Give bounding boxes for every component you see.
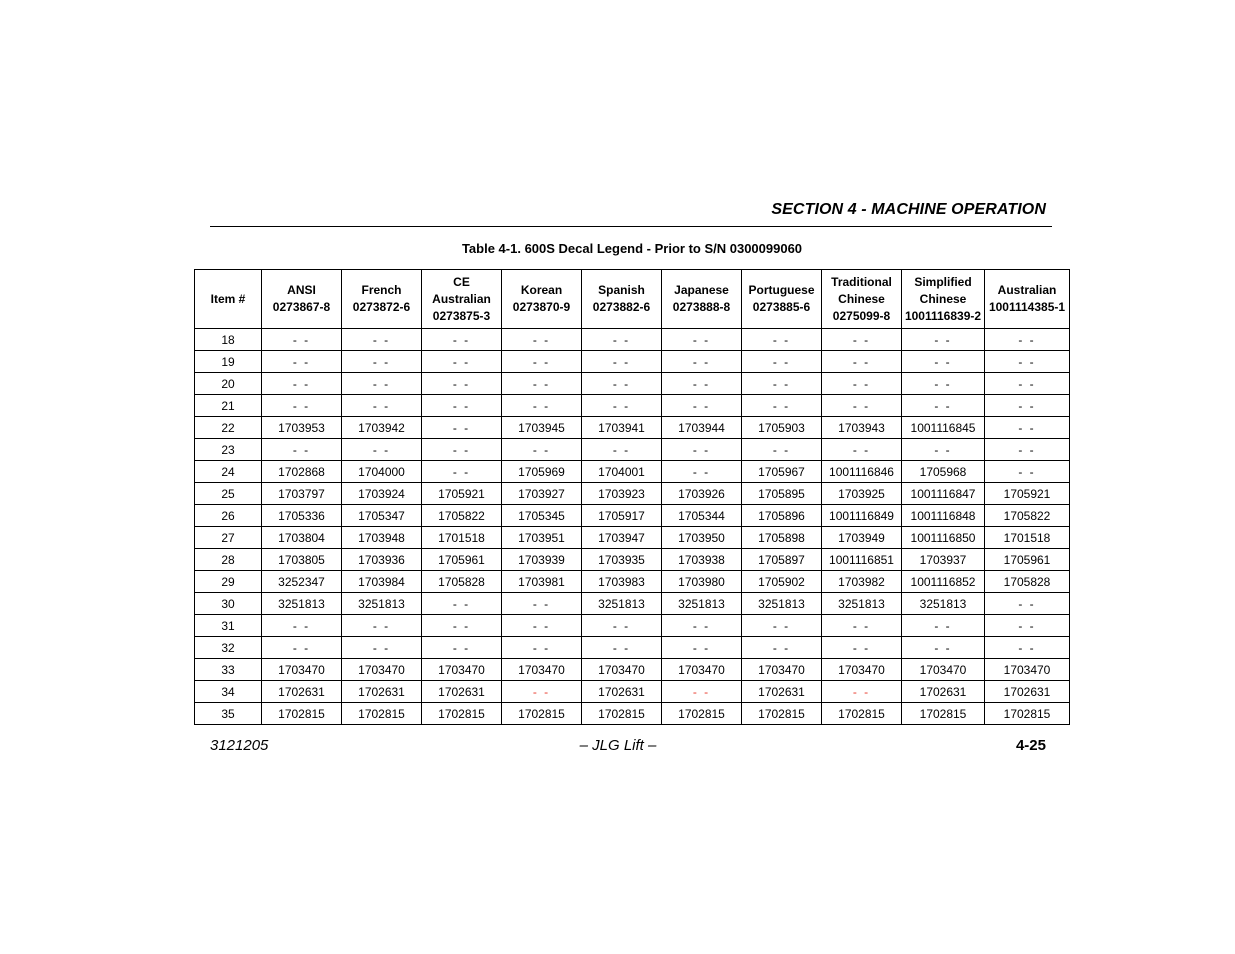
table-cell: 1702631 xyxy=(742,681,822,703)
table-cell: 1703982 xyxy=(822,571,902,593)
column-header-line: Item # xyxy=(210,291,246,306)
table-cell: 1702631 xyxy=(262,681,342,703)
table-cell: - - xyxy=(902,439,985,461)
column-header-line: 0273867-8 xyxy=(272,300,331,314)
table-cell: 3252347 xyxy=(262,571,342,593)
table-cell: - - xyxy=(662,615,742,637)
item-number-cell: 30 xyxy=(195,593,262,615)
table-cell: 1703470 xyxy=(502,659,582,681)
table-row xyxy=(195,373,1070,395)
column-header-line: 0273875-3 xyxy=(432,308,491,323)
table-cell: 1701518 xyxy=(985,527,1070,549)
item-number-cell: 22 xyxy=(195,417,262,439)
table-cell: 1001116849 xyxy=(822,505,902,527)
column-header xyxy=(822,270,902,329)
table-cell: 3251813 xyxy=(582,593,662,615)
table-row xyxy=(195,439,1070,461)
table-cell: - - xyxy=(342,351,422,373)
table-cell: - - xyxy=(822,615,902,637)
table-cell: - - xyxy=(262,373,342,395)
column-header-line: 0273882-6 xyxy=(592,300,651,314)
table-cell: 1702815 xyxy=(422,703,502,725)
table-cell: 1705344 xyxy=(662,505,742,527)
table-row xyxy=(195,461,1070,483)
column-header xyxy=(342,270,422,329)
table-cell: - - xyxy=(662,461,742,483)
table-cell: 1703470 xyxy=(262,659,342,681)
item-number-cell: 34 xyxy=(195,681,262,703)
column-header-line: ANSI xyxy=(287,283,316,297)
table-cell: - - xyxy=(502,615,582,637)
table-cell: 1703805 xyxy=(262,549,342,571)
section-title: SECTION 4 - MACHINE OPERATION xyxy=(771,201,1046,218)
table-cell: 1703470 xyxy=(822,659,902,681)
document-number: 3121205 xyxy=(210,737,269,754)
column-header-line: Japanese xyxy=(674,283,729,297)
table-cell: 1704000 xyxy=(342,461,422,483)
table-cell: - - xyxy=(422,329,502,351)
table-cell: 1703944 xyxy=(662,417,742,439)
table-cell: 1705917 xyxy=(582,505,662,527)
table-cell: - - xyxy=(822,351,902,373)
table-cell: - - xyxy=(662,395,742,417)
table-cell: - - xyxy=(662,681,742,703)
column-header-line: 0273885-6 xyxy=(752,300,811,314)
table-cell: 1001116845 xyxy=(902,417,985,439)
column-header-line: CE xyxy=(453,274,470,289)
table-cell: - - xyxy=(662,373,742,395)
table-cell: - - xyxy=(902,395,985,417)
table-cell: 1703951 xyxy=(502,527,582,549)
table-cell: 1703941 xyxy=(582,417,662,439)
table-row xyxy=(195,505,1070,527)
table-cell: 3251813 xyxy=(262,593,342,615)
table-cell: 1702815 xyxy=(342,703,422,725)
table-cell: 1705903 xyxy=(742,417,822,439)
table-row xyxy=(195,351,1070,373)
item-number-cell: 29 xyxy=(195,571,262,593)
table-cell: - - xyxy=(582,395,662,417)
column-header xyxy=(502,270,582,329)
table-cell: 1705895 xyxy=(742,483,822,505)
table-cell: 1702815 xyxy=(902,703,985,725)
item-number-cell: 32 xyxy=(195,637,262,659)
table-cell: - - xyxy=(422,439,502,461)
table-cell: 1702815 xyxy=(662,703,742,725)
table-cell: - - xyxy=(342,395,422,417)
table-cell: 3251813 xyxy=(902,593,985,615)
item-number-cell: 19 xyxy=(195,351,262,373)
table-cell: - - xyxy=(582,329,662,351)
table-cell: - - xyxy=(582,351,662,373)
table-cell: - - xyxy=(342,637,422,659)
table-cell: - - xyxy=(422,615,502,637)
table-cell: 1703947 xyxy=(582,527,662,549)
item-number-cell: 21 xyxy=(195,395,262,417)
table-cell: - - xyxy=(985,329,1070,351)
decal-legend-table xyxy=(194,269,1070,725)
table-cell: - - xyxy=(742,637,822,659)
table-body xyxy=(195,329,1070,725)
table-cell: - - xyxy=(582,373,662,395)
table-cell: - - xyxy=(502,637,582,659)
table-cell: 1703984 xyxy=(342,571,422,593)
table-cell: - - xyxy=(342,373,422,395)
table-cell: 1703925 xyxy=(822,483,902,505)
table-cell: 3251813 xyxy=(822,593,902,615)
table-cell: 1705898 xyxy=(742,527,822,549)
table-cell: - - xyxy=(342,439,422,461)
table-cell: 1705961 xyxy=(985,549,1070,571)
table-header-row xyxy=(195,270,1070,329)
table-row xyxy=(195,329,1070,351)
item-number-cell: 18 xyxy=(195,329,262,351)
table-cell: - - xyxy=(422,373,502,395)
table-cell: 1703981 xyxy=(502,571,582,593)
table-cell: - - xyxy=(502,373,582,395)
table-cell: 1001116847 xyxy=(902,483,985,505)
table-cell: 1703938 xyxy=(662,549,742,571)
column-header-line: Australian xyxy=(997,283,1057,297)
table-cell: - - xyxy=(502,395,582,417)
table-row xyxy=(195,703,1070,725)
table-cell: - - xyxy=(422,395,502,417)
table-cell: 1705822 xyxy=(422,505,502,527)
table-row xyxy=(195,615,1070,637)
table-cell: - - xyxy=(902,637,985,659)
table-cell: 1703936 xyxy=(342,549,422,571)
item-number-cell: 25 xyxy=(195,483,262,505)
table-cell: 1705336 xyxy=(262,505,342,527)
table-cell: 1705968 xyxy=(902,461,985,483)
header-divider xyxy=(210,226,1052,227)
item-number-cell: 23 xyxy=(195,439,262,461)
table-cell: - - xyxy=(422,351,502,373)
table-cell: 1705345 xyxy=(502,505,582,527)
column-header-line: French xyxy=(361,283,402,297)
table-cell: 1001116848 xyxy=(902,505,985,527)
item-number-cell: 24 xyxy=(195,461,262,483)
column-header xyxy=(902,270,985,329)
table-cell: - - xyxy=(985,461,1070,483)
table-cell: - - xyxy=(985,395,1070,417)
table-cell: - - xyxy=(822,373,902,395)
table-cell: 1703942 xyxy=(342,417,422,439)
table-cell: - - xyxy=(502,439,582,461)
table-cell: 1703980 xyxy=(662,571,742,593)
table-cell: 1703470 xyxy=(662,659,742,681)
table-cell: - - xyxy=(422,417,502,439)
column-header xyxy=(662,270,742,329)
table-cell: - - xyxy=(902,351,985,373)
table-cell: 1703937 xyxy=(902,549,985,571)
table-cell: 1703939 xyxy=(502,549,582,571)
table-cell: 1705902 xyxy=(742,571,822,593)
table-cell: 1702631 xyxy=(985,681,1070,703)
table-cell: 1001116850 xyxy=(902,527,985,549)
table-cell: 1703470 xyxy=(582,659,662,681)
table-cell: - - xyxy=(822,439,902,461)
table-cell: 1702631 xyxy=(582,681,662,703)
table-cell: - - xyxy=(822,329,902,351)
table-cell: 1701518 xyxy=(422,527,502,549)
table-cell: - - xyxy=(582,615,662,637)
table-cell: 1001116846 xyxy=(822,461,902,483)
column-header-line: 1001114385-1 xyxy=(988,300,1066,314)
item-number-cell: 20 xyxy=(195,373,262,395)
table-cell: - - xyxy=(262,615,342,637)
table-cell: 1702868 xyxy=(262,461,342,483)
table-cell: - - xyxy=(742,395,822,417)
table-cell: - - xyxy=(262,637,342,659)
table-cell: 1703470 xyxy=(902,659,985,681)
table-cell: 1702815 xyxy=(985,703,1070,725)
table-cell: 1703948 xyxy=(342,527,422,549)
table-cell: 1703470 xyxy=(422,659,502,681)
table-cell: 1703804 xyxy=(262,527,342,549)
table-cell: 1702631 xyxy=(902,681,985,703)
table-cell: 1704001 xyxy=(582,461,662,483)
column-header-line: Chinese xyxy=(919,291,967,306)
table-cell: - - xyxy=(662,329,742,351)
table-cell: 1705961 xyxy=(422,549,502,571)
table-cell: 1703470 xyxy=(742,659,822,681)
table-cell: 1702815 xyxy=(582,703,662,725)
item-number-cell: 27 xyxy=(195,527,262,549)
column-header-line: 1001116839-2 xyxy=(904,308,982,323)
table-row xyxy=(195,571,1070,593)
table-cell: - - xyxy=(342,615,422,637)
column-header-line: 0273870-9 xyxy=(512,300,571,314)
table-cell: 1705828 xyxy=(985,571,1070,593)
table-cell: 1703953 xyxy=(262,417,342,439)
table-cell: 1705897 xyxy=(742,549,822,571)
table-cell: - - xyxy=(502,593,582,615)
table-cell: 3251813 xyxy=(742,593,822,615)
table-caption: Table 4-1. 600S Decal Legend - Prior to S/N 0300099060 xyxy=(461,241,803,256)
table-cell: 1705828 xyxy=(422,571,502,593)
table-cell: 1705921 xyxy=(422,483,502,505)
table-cell: 1703983 xyxy=(582,571,662,593)
table-cell: 1705347 xyxy=(342,505,422,527)
table-cell: - - xyxy=(902,373,985,395)
table-cell: - - xyxy=(262,395,342,417)
table-cell: 1702815 xyxy=(742,703,822,725)
table-cell: - - xyxy=(262,351,342,373)
table-cell: 1703927 xyxy=(502,483,582,505)
column-header xyxy=(582,270,662,329)
table-cell: 1703950 xyxy=(662,527,742,549)
table-row xyxy=(195,417,1070,439)
footer-center-text: – JLG Lift – xyxy=(579,737,657,754)
table-cell: - - xyxy=(742,373,822,395)
table-row xyxy=(195,659,1070,681)
table-cell: - - xyxy=(582,637,662,659)
table-cell: 1703470 xyxy=(342,659,422,681)
item-number-cell: 33 xyxy=(195,659,262,681)
table-cell: - - xyxy=(902,329,985,351)
column-header-line: Simplified xyxy=(914,274,972,289)
table-cell: - - xyxy=(502,681,582,703)
table-cell: - - xyxy=(742,329,822,351)
table-cell: - - xyxy=(985,593,1070,615)
table-row xyxy=(195,593,1070,615)
column-header-line: 0273888-8 xyxy=(672,300,731,314)
table-cell: - - xyxy=(985,439,1070,461)
table-cell: 1703924 xyxy=(342,483,422,505)
table-cell: 1705921 xyxy=(985,483,1070,505)
table-cell: 1703470 xyxy=(985,659,1070,681)
table-cell: - - xyxy=(985,351,1070,373)
table-cell: 1702631 xyxy=(422,681,502,703)
column-header-line: Portuguese xyxy=(748,283,815,297)
column-header-line: Korean xyxy=(520,283,563,297)
table-row xyxy=(195,637,1070,659)
table-cell: 1001116852 xyxy=(902,571,985,593)
item-number-cell: 28 xyxy=(195,549,262,571)
table-cell: 1703926 xyxy=(662,483,742,505)
table-cell: 1703945 xyxy=(502,417,582,439)
table-cell: 1001116851 xyxy=(822,549,902,571)
table-cell: - - xyxy=(582,439,662,461)
table-cell: - - xyxy=(422,637,502,659)
table-cell: 3251813 xyxy=(662,593,742,615)
table-cell: 1703949 xyxy=(822,527,902,549)
table-cell: - - xyxy=(342,329,422,351)
table-cell: - - xyxy=(822,395,902,417)
column-header-line: Spanish xyxy=(598,283,645,297)
table-cell: - - xyxy=(742,615,822,637)
table-cell: 1702815 xyxy=(502,703,582,725)
table-cell: 1705896 xyxy=(742,505,822,527)
item-number-cell: 35 xyxy=(195,703,262,725)
table-row xyxy=(195,395,1070,417)
table-cell: 3251813 xyxy=(342,593,422,615)
table-cell: 1702815 xyxy=(822,703,902,725)
table-cell: - - xyxy=(985,373,1070,395)
column-header-line: Australian xyxy=(432,291,491,306)
table-cell: - - xyxy=(742,439,822,461)
table-cell: - - xyxy=(985,417,1070,439)
column-header-line: Chinese xyxy=(838,291,885,306)
table-cell: - - xyxy=(422,461,502,483)
table-cell: 1705969 xyxy=(502,461,582,483)
table-cell: - - xyxy=(262,439,342,461)
table-cell: 1703935 xyxy=(582,549,662,571)
table-cell: - - xyxy=(902,615,985,637)
table-cell: 1702815 xyxy=(262,703,342,725)
table-cell: - - xyxy=(822,637,902,659)
table-cell: - - xyxy=(262,329,342,351)
column-header xyxy=(195,270,262,329)
item-number-cell: 31 xyxy=(195,615,262,637)
table-cell: 1703923 xyxy=(582,483,662,505)
column-header-line: Traditional xyxy=(831,274,892,289)
column-header xyxy=(742,270,822,329)
column-header-line: 0275099-8 xyxy=(832,308,891,323)
table-cell: - - xyxy=(662,439,742,461)
item-number-cell: 26 xyxy=(195,505,262,527)
table-cell: - - xyxy=(985,615,1070,637)
table-row xyxy=(195,549,1070,571)
table-cell: - - xyxy=(662,351,742,373)
table-cell: - - xyxy=(822,681,902,703)
column-header xyxy=(422,270,502,329)
table-cell: - - xyxy=(502,351,582,373)
page-number: 4-25 xyxy=(1015,737,1046,754)
table-cell: - - xyxy=(985,637,1070,659)
table-cell: - - xyxy=(662,637,742,659)
table-cell: - - xyxy=(422,593,502,615)
table-cell: 1705822 xyxy=(985,505,1070,527)
table-row xyxy=(195,483,1070,505)
table-row xyxy=(195,681,1070,703)
column-header xyxy=(262,270,342,329)
column-header-line: 0273872-6 xyxy=(352,300,411,314)
table-cell: - - xyxy=(502,329,582,351)
column-header xyxy=(985,270,1070,329)
table-row xyxy=(195,527,1070,549)
table-cell: 1702631 xyxy=(342,681,422,703)
table-cell: 1703943 xyxy=(822,417,902,439)
table-cell: 1703797 xyxy=(262,483,342,505)
table-cell: - - xyxy=(742,351,822,373)
table-cell: 1705967 xyxy=(742,461,822,483)
